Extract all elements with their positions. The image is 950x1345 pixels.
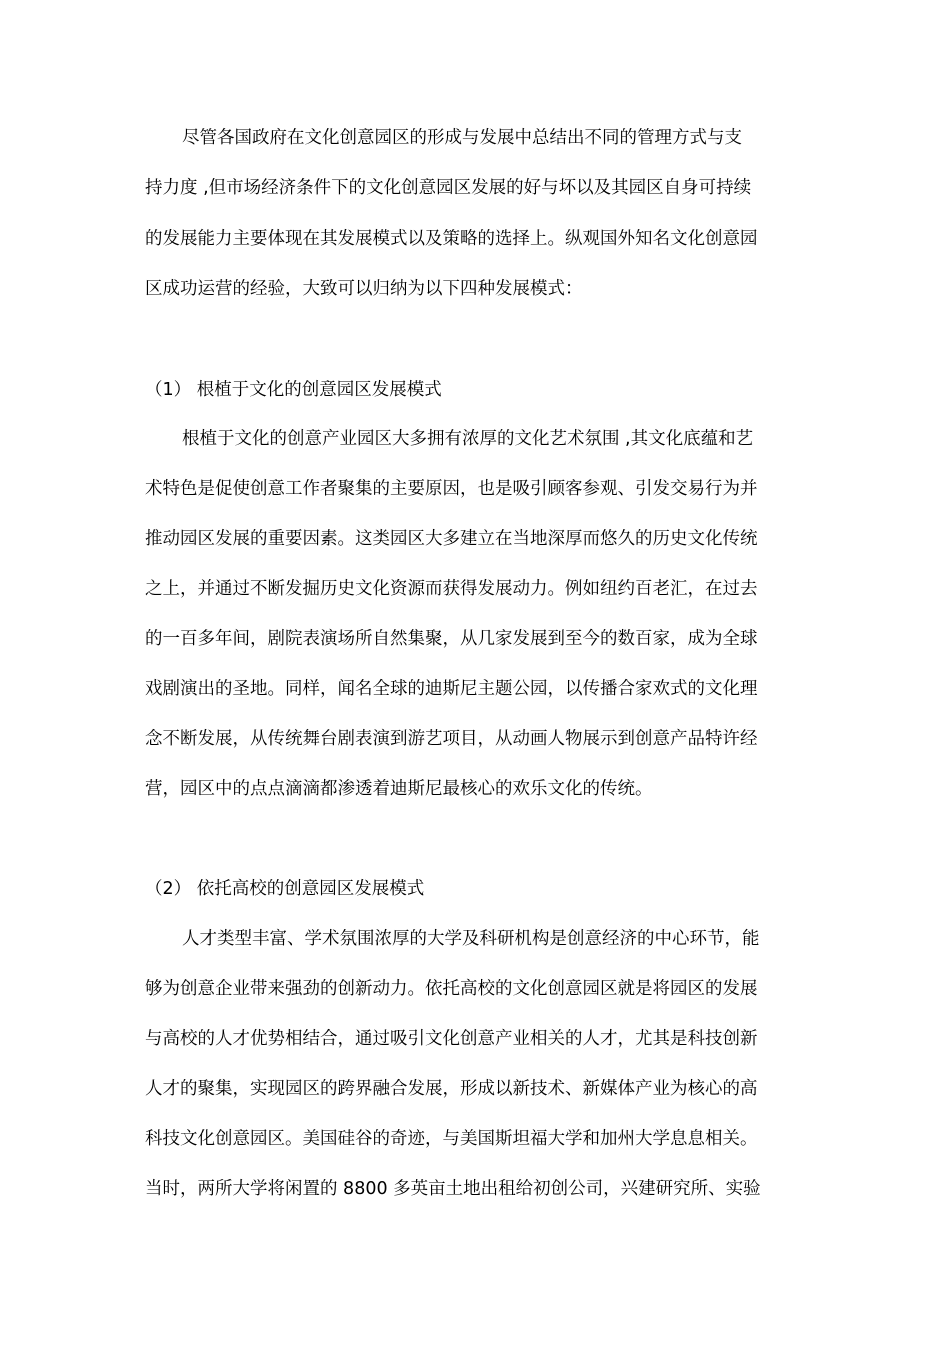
intro-line-1: 尽管各国政府在文化创意园区的形成与发展中总结出不同的管理方式与支 (182, 128, 742, 148)
section-1-line-6: 戏剧演出的圣地。同样，闻名全球的迪斯尼主题公园，以传播合家欢式的文化理 (145, 679, 758, 699)
section-1-line-8: 营，园区中的点点滴滴都渗透着迪斯尼最核心的欢乐文化的传统。 (145, 779, 653, 799)
intro-line-2: 持力度 ,但市场经济条件下的文化创意园区发展的好与坏以及其园区自身可持续 (145, 178, 752, 198)
section-1-line-3: 推动园区发展的重要因素。这类园区大多建立在当地深厚而悠久的历史文化传统 (145, 529, 758, 549)
section-1-line-7: 念不断发展，从传统舞台剧表演到游艺项目，从动画人物展示到创意产品特许经 (145, 729, 758, 749)
section-2-line-2: 够为创意企业带来强劲的创新动力。依托高校的文化创意园区就是将园区的发展 (145, 979, 758, 999)
section-2-line-3: 与高校的人才优势相结合，通过吸引文化创意产业相关的人才，尤其是科技创新 (145, 1029, 758, 1049)
section-1-line-2: 术特色是促使创意工作者聚集的主要原因，也是吸引顾客参观、引发交易行为并 (145, 479, 758, 499)
section-1-line-5: 的一百多年间，剧院表演场所自然集聚，从几家发展到至今的数百家，成为全球 (145, 629, 758, 649)
section-2-line-5: 科技文化创意园区。美国硅谷的奇迹，与美国斯坦福大学和加州大学息息相关。 (145, 1129, 758, 1149)
section-1-line-4: 之上，并通过不断发掘历史文化资源而获得发展动力。例如纽约百老汇，在过去 (145, 579, 758, 599)
section-2-line-6: 当时，两所大学将闲置的 8800 多英亩土地出租给初创公司，兴建研究所、实验 (145, 1179, 761, 1199)
section-2-line-4: 人才的聚集，实现园区的跨界融合发展，形成以新技术、新媒体产业为核心的高 (145, 1079, 758, 1099)
section-2-line-1: 人才类型丰富、学术氛围浓厚的大学及科研机构是创意经济的中心环节，能 (182, 929, 760, 949)
intro-line-3: 的发展能力主要体现在其发展模式以及策略的选择上。纵观国外知名文化创意园 (145, 229, 758, 249)
section-1-line-1: 根植于文化的创意产业园区大多拥有浓厚的文化艺术氛围 ,其文化底蕴和艺 (182, 429, 754, 449)
intro-line-4: 区成功运营的经验，大致可以归纳为以下四种发展模式： (145, 279, 583, 299)
section-1-heading: （1） 根植于文化的创意园区发展模式 (145, 380, 442, 400)
section-2-heading: （2） 依托高校的创意园区发展模式 (145, 879, 425, 899)
